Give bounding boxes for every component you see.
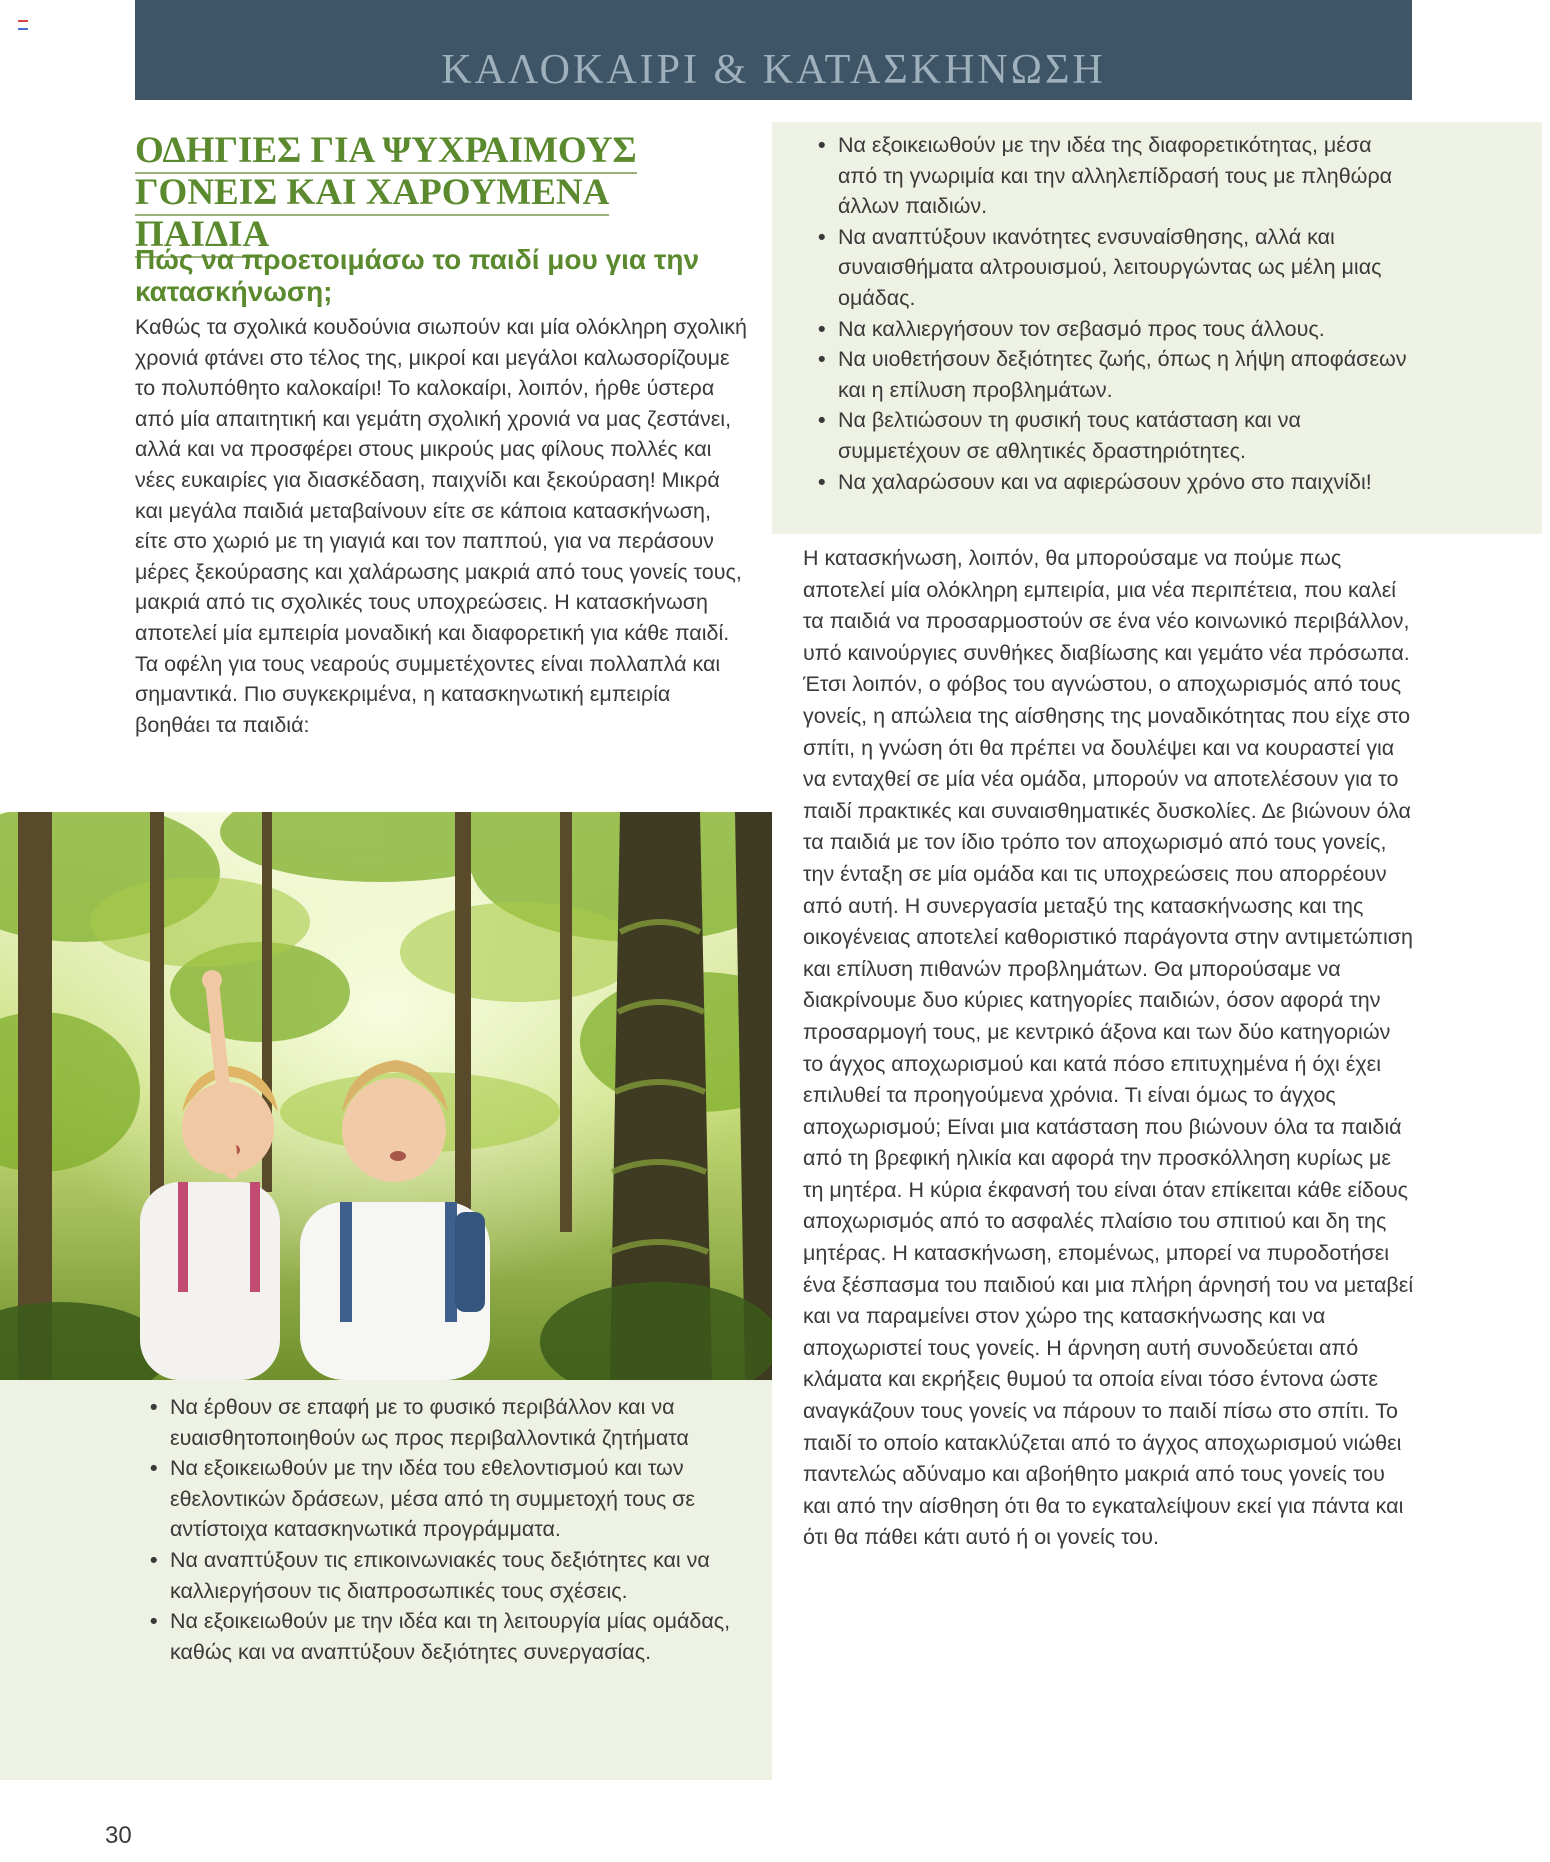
list-item-text: Να υιοθετήσουν δεξιότητες ζωής, όπως η λήψη αποφάσεων και η επίλυση προβλημάτων. bbox=[838, 347, 1407, 402]
list-item bbox=[150, 1545, 740, 1606]
intro-paragraph: Καθώς τα σχολικά κουδούνια σιωπούν και μία ολόκληρη σχολική χρονιά φτάνει στο τέλος της, μικροί και μεγάλοι καλωσορίζουμε το πολυπόθητο καλοκαίρι! Το καλοκαίρι, λοιπόν, ήρθε ύστερα από μία απαιτητική και γεμάτη σχολική χρονιά να μας ζεστάνει, αλλά και να προσφέρει στους μικρούς μας φίλους πολλές και νέες ευκαιρίες για διασκέδαση, παιχνίδι και ξεκούραση! Μικρά και μεγάλα παιδιά μεταβαίνουν είτε σε κάποια κατασκήνωση, είτε στο χωριό με τη γιαγιά και τον παππού, για να περάσουν μέρες ξεκούρασης και χαλάρωσης μακριά από τους γονείς τους, μακριά από τις σχολικές τους υποχρεώσεις. Η κατασκήνωση αποτελεί μία εμπειρία μοναδική και διαφορετική για κάθε παιδί. Τα οφέλη για τους νεαρούς συμμετέχοντες είναι πολλαπλά και σημαντικά. Πιο συγκεκριμένα, η κατασκηνωτική εμπειρία βοηθάει τα παιδιά: bbox=[135, 315, 747, 737]
list-item-text: Να καλλιεργήσουν τον σεβασμό προς τους άλλους. bbox=[838, 316, 1325, 341]
list-item bbox=[150, 1606, 740, 1667]
article-title bbox=[135, 132, 725, 258]
bullet-icon: • bbox=[150, 1609, 158, 1634]
list-item bbox=[818, 130, 1408, 222]
forest-children-photo bbox=[0, 812, 772, 1380]
list-item bbox=[150, 1392, 740, 1453]
list-item-text: Να αναπτύξουν τις επικοινωνιακές τους δεξιότητες και να καλλιεργήσουν τις διαπροσωπικές τους σχέσεις. bbox=[170, 1547, 710, 1603]
list-item bbox=[818, 222, 1408, 314]
list-item-text: Να εξοικειωθούν με την ιδέα της διαφορετικότητας, μέσα από τη γνωριμία και την αλληλεπίδρασή τους με πληθώρα άλλων παιδιών. bbox=[838, 133, 1393, 219]
bullet-icon: • bbox=[818, 408, 826, 433]
corner-marker-icon bbox=[18, 20, 28, 30]
article-title-line-3: ΠΑΙΔΙΑ bbox=[135, 216, 269, 258]
bullet-icon: • bbox=[818, 133, 826, 157]
list-item-text: Να βελτιώσουν τη φυσική τους κατάσταση και να συμμετέχουν σε αθλητικές δραστηριότητες. bbox=[838, 408, 1301, 463]
bullet-icon: • bbox=[818, 224, 826, 249]
bullet-icon: • bbox=[818, 316, 826, 341]
bullet-icon: • bbox=[150, 1395, 158, 1419]
article-title-line-2: ΓΟΝΕΙΣ ΚΑΙ ΧΑΡΟΥΜΕΝΑ bbox=[135, 174, 609, 216]
list-item bbox=[150, 1453, 740, 1545]
list-item bbox=[818, 405, 1408, 466]
bullet-icon: • bbox=[150, 1547, 158, 1572]
list-item bbox=[818, 467, 1408, 498]
bullet-icon: • bbox=[150, 1456, 158, 1481]
page-number: 30 bbox=[105, 1822, 132, 1849]
bullet-icon: • bbox=[818, 347, 826, 372]
body-paragraph-right: Η κατασκήνωση, λοιπόν, θα μπορούσαμε να πούμε πως αποτελεί μία ολόκληρη εμπειρία, μια νέα περιπέτεια, που καλεί τα παιδιά να προσαρμοστούν σε ένα νέο κοινωνικό περιβάλλον, υπό καινούργιες συνθήκες διαβίωσης και γεμάτο νέα πρόσωπα. Έτσι λοιπόν, ο φόβος του αγνώστου, ο αποχωρισμός από τους γονείς, η απώλεια της αίσθησης της μοναδικότητας που είχε στο σπίτι, η γνώση ότι θα πρέπει να δουλέψει και να κουραστεί για να ενταχθεί σε μία νέα ομάδα, μπορούν να αποτελέσουν για το παιδί πρακτικές και συναισθηματικές δυσκολίες. Δε βιώνουν όλα τα παιδιά με τον ίδιο τρόπο τον αποχωρισμό από τους γονείς, την ένταξη σε μία ομάδα και τις υποχρεώσεις που απορρέουν από αυτή. Η συνεργασία μεταξύ της κατασκήνωσης και της οικογένειας αποτελεί καθοριστικό παράγοντα στην αντιμετώπιση και επίλυση πιθανών προβλημάτων. Θα μπορούσαμε να διακρίνουμε δυο κύριες κατηγορίες παιδιών, όσον αφορά την προσαρμογή τους, με κεντρικό άξονα και των δύο κατηγοριών το άγχος αποχωρισμού και κατά πόσο επιτυχημένα ή όχι έχει επιλυθεί τα προηγούμενα χρόνια. Τι είναι όμως το άγχος αποχωρισμού; Είναι μια κατάσταση που βιώνουν όλα τα παιδιά από τη βρεφική ηλικία και αφορά την προσκόλληση κυρίως με τη μητέρα. Η κύρια έκφανσή του είναι όταν επίκειται κάθε είδους αποχωρισμός από το ασφαλές πλαίσιο του σπιτιού και δη της μητέρας. Η κατασκήνωση, επομένως, μπορεί να πυροδοτήσει ένα ξέσπασμα του παιδιού και μια πλήρη άρνησή του να μεταβεί και να παραμείνει στον χώρο της κατασκήνωσης και να αποχωριστεί τους γονείς. Η άρνηση αυτή συνοδεύεται από κλάματα και εκρήξεις θυμού τα οποία είναι τόσο έντονα ώστε αναγκάζουν τους γονείς να πάρουν το παιδί πίσω στο σπίτι. Το παιδί το οποίο κατακλύζεται από το άγχος αποχωρισμού νιώθει παντελώς αδύναμο και αβοήθητο μακριά από τους γονείς του και από την αίσθηση ότι θα το εγκαταλείψουν εκεί για πάντα και ότι θα πάθει κάτι αυτό ή οι γονείς του. bbox=[803, 546, 1414, 1550]
article-subtitle: Πώς να προετοιμάσω το παιδί μου για την κατασκήνωση; bbox=[135, 244, 700, 307]
section-title: ΚΑΛΟΚΑΙΡΙ & ΚΑΤΑΣΚΗΝΩΣΗ bbox=[441, 47, 1106, 93]
bullet-icon: • bbox=[818, 469, 826, 494]
list-item-text: Να αναπτύξουν ικανότητες ενσυναίσθησης, αλλά και συναισθήματα αλτρουισμού, λειτουργώντας ως μέλη μιας ομάδας. bbox=[838, 224, 1382, 310]
article-title-line-1: ΟΔΗΓΙΕΣ ΓΙΑ ΨΥΧΡΑΙΜΟΥΣ bbox=[135, 132, 637, 174]
list-item-text: Να εξοικειωθούν με την ιδέα και τη λειτουργία μίας ομάδας, καθώς και να αναπτύξουν δεξιότητες συνεργασίας. bbox=[170, 1609, 731, 1664]
section-header bbox=[135, 0, 1412, 100]
list-item bbox=[818, 314, 1408, 345]
list-item-text: Να έρθουν σε επαφή με το φυσικό περιβάλλον και να ευαισθητοποιηθούν ως προς περιβαλλοντικά ζητήματα bbox=[170, 1395, 689, 1450]
benefits-list-right bbox=[818, 130, 1408, 497]
list-item-text: Να χαλαρώσουν και να αφιερώσουν χρόνο στο παιχνίδι! bbox=[838, 469, 1372, 494]
benefits-list-left bbox=[150, 1392, 740, 1667]
list-item-text: Να εξοικειωθούν με την ιδέα του εθελοντισμού και των εθελοντικών δράσεων, μέσα από τη συμμετοχή τους σε αντίστοιχα κατασκηνωτικά προγράμματα. bbox=[170, 1456, 696, 1542]
list-item bbox=[818, 344, 1408, 405]
